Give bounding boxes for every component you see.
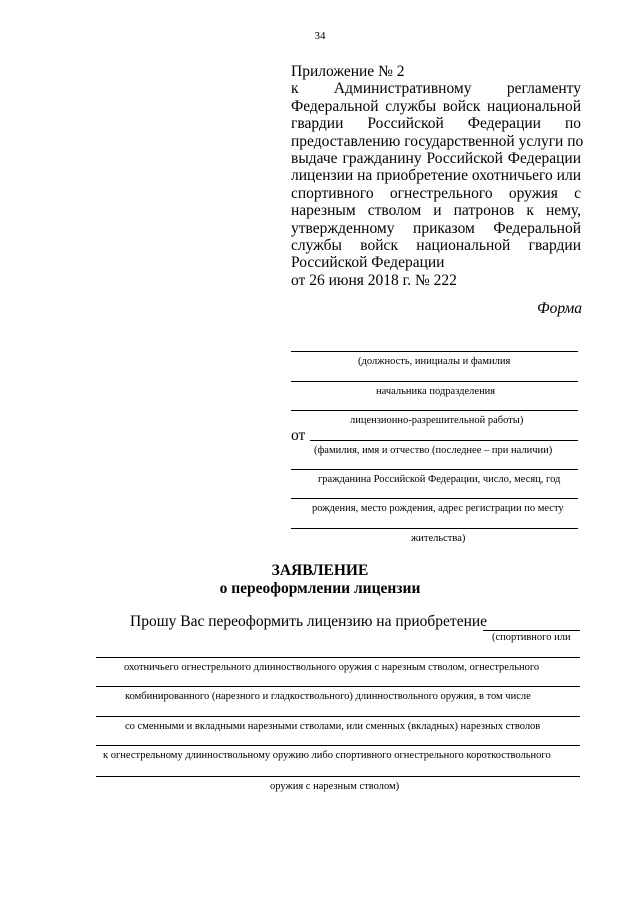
appendix-block (291, 63, 584, 289)
appendix-line: выдаче гражданину Российской Федерации (291, 150, 581, 168)
request-fill-line (96, 776, 580, 777)
applicant-fill-line (291, 469, 578, 470)
appendix-line: к Административному регламенту (291, 80, 581, 98)
appendix-line: спортивного огнестрельного оружия с (291, 184, 581, 202)
recipient-fill-line (291, 351, 578, 352)
recipient-caption: (должность, инициалы и фамилия (358, 356, 511, 367)
applicant-caption: рождения, место рождения, адрес регистрации по месту (312, 503, 564, 514)
appendix-line: лицензии на приобретение охотничьего или (291, 167, 581, 185)
form-label: Форма (537, 300, 582, 317)
page-number: 34 (314, 30, 326, 42)
request-caption: комбинированного (нарезного и гладкоствольного) длинноствольного оружия, в том числе (125, 691, 531, 702)
request-caption: со сменными и вкладными нарезными стволами, или сменных (вкладных) нарезных стволов (125, 721, 541, 732)
applicant-fill-line (291, 498, 578, 499)
appendix-line: нарезным стволом и патронов к нему, (291, 202, 581, 220)
appendix-line: Российской Федерации (291, 254, 445, 272)
applicant-caption: жительства) (411, 533, 466, 544)
request-fill-line (96, 745, 580, 746)
appendix-line: Федеральной службы войск национальной (291, 97, 581, 115)
recipient-caption: лицензионно-разрешительной работы) (350, 415, 524, 426)
applicant-fill-line (310, 440, 578, 441)
applicant-fill-line (291, 528, 578, 529)
appendix-line: службы войск национальной гвардии (291, 237, 581, 255)
appendix-line: предоставлению государственной услуги по (291, 132, 584, 150)
appendix-title: Приложение № 2 (291, 63, 405, 80)
appendix-line: утвержденному приказом Федеральной (291, 219, 581, 237)
appendix-line: гвардии Российской Федерации по (291, 115, 581, 133)
appendix-order-date: от 26 июня 2018 г. № 222 (291, 271, 457, 289)
request-text: Прошу Вас переоформить лицензию на приобретение (130, 613, 488, 630)
applicant-caption: (фамилия, имя и отчество (последнее – при наличии) (314, 445, 553, 456)
from-label: от (291, 427, 306, 444)
request-fill-line (483, 630, 580, 631)
recipient-caption: начальника подразделения (376, 386, 496, 397)
request-caption: к огнестрельному длинноствольному оружию либо спортивного огнестрельного короткоствольного (103, 750, 551, 761)
request-fill-line (96, 686, 580, 687)
recipient-fill-line (291, 381, 578, 382)
statement-subtitle: о переоформлении лицензии (219, 580, 421, 597)
request-caption: охотничьего огнестрельного длинноствольного оружия с нарезным стволом, огнестрельного (124, 662, 540, 673)
applicant-caption: гражданина Российской Федерации, число, месяц, год (318, 474, 561, 485)
statement-title: ЗАЯВЛЕНИЕ (271, 562, 369, 579)
request-fill-line (96, 716, 580, 717)
request-fill-line (96, 657, 580, 658)
request-caption: оружия с нарезным стволом) (270, 781, 400, 792)
request-caption: (спортивного или (492, 632, 571, 643)
recipient-fill-line (291, 410, 578, 411)
